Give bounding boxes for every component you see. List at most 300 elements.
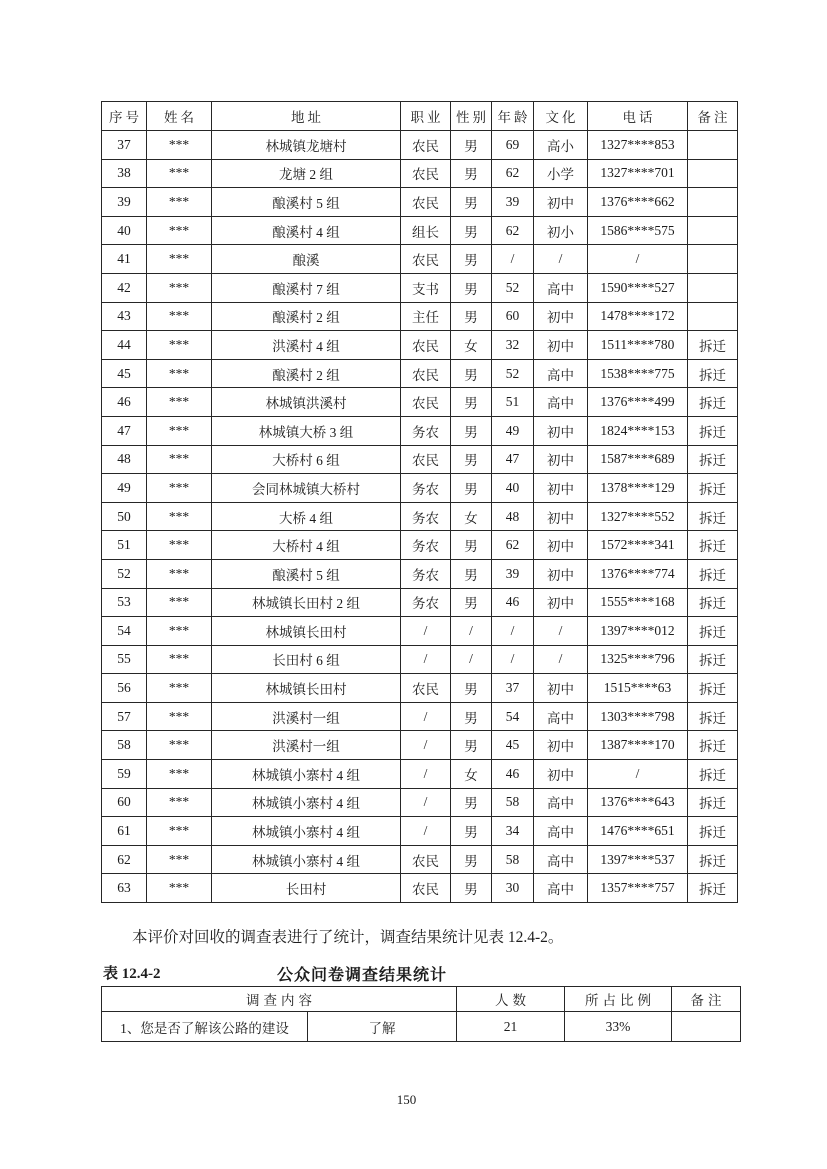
- table-cell: 初中: [534, 731, 588, 760]
- table-cell: 39: [102, 188, 147, 217]
- table-cell: 初中: [534, 760, 588, 789]
- table-cell: 男: [451, 559, 492, 588]
- table-cell: 林城镇小寨村 4 组: [212, 845, 401, 874]
- table-cell: 拆迁: [688, 817, 738, 846]
- table-cell: 支书: [401, 273, 451, 302]
- table-cell: 58: [492, 788, 534, 817]
- table-row: [102, 702, 738, 731]
- table-cell: 高中: [534, 874, 588, 903]
- table-cell: 初中: [534, 445, 588, 474]
- header-row: [102, 102, 738, 131]
- table-cell: 32: [492, 331, 534, 360]
- table-cell: 酿溪村 7 组: [212, 273, 401, 302]
- table-cell: 33%: [565, 1012, 672, 1042]
- table-cell: ***: [147, 645, 212, 674]
- table-cell: ***: [147, 216, 212, 245]
- table-cell: 拆迁: [688, 416, 738, 445]
- table-cell: 务农: [401, 502, 451, 531]
- table-cell: 1376****643: [588, 788, 688, 817]
- header-cell: 备注: [672, 987, 741, 1012]
- table-cell: 初小: [534, 216, 588, 245]
- table-cell: /: [401, 731, 451, 760]
- table-row: [102, 731, 738, 760]
- table-cell: 1397****537: [588, 845, 688, 874]
- table-cell: /: [492, 617, 534, 646]
- table-cell: 55: [102, 645, 147, 674]
- table-cell: ***: [147, 559, 212, 588]
- header-cell: 年龄: [492, 102, 534, 131]
- table-cell: 初中: [534, 502, 588, 531]
- table-cell: 林城镇小寨村 4 组: [212, 788, 401, 817]
- header-cell: 电话: [588, 102, 688, 131]
- table-cell: ***: [147, 159, 212, 188]
- table-cell: 拆迁: [688, 588, 738, 617]
- table-cell: 初中: [534, 588, 588, 617]
- table-cell: ***: [147, 331, 212, 360]
- table-cell: 1397****012: [588, 617, 688, 646]
- table-cell: 林城镇长田村: [212, 674, 401, 703]
- table-cell: 1327****853: [588, 131, 688, 160]
- table-cell: 高中: [534, 273, 588, 302]
- table-cell: ***: [147, 674, 212, 703]
- table-cell: 49: [102, 474, 147, 503]
- table-cell: ***: [147, 474, 212, 503]
- table-cell: 林城镇洪溪村: [212, 388, 401, 417]
- table-row: [102, 817, 738, 846]
- table-cell: [688, 245, 738, 274]
- table-cell: 拆迁: [688, 617, 738, 646]
- table-cell: 40: [102, 216, 147, 245]
- table-cell: 1376****774: [588, 559, 688, 588]
- table-cell: /: [534, 245, 588, 274]
- table-cell: 酿溪村 2 组: [212, 359, 401, 388]
- table-cell: /: [588, 760, 688, 789]
- table-cell: 拆迁: [688, 731, 738, 760]
- table-cell: 42: [102, 273, 147, 302]
- table-cell: 34: [492, 817, 534, 846]
- table-cell: 62: [102, 845, 147, 874]
- table-cell: [688, 159, 738, 188]
- header-cell: 所占比例: [565, 987, 672, 1012]
- table-row: [102, 474, 738, 503]
- respondent-table-body: [102, 131, 738, 903]
- table-caption: [101, 962, 740, 984]
- table-cell: 52: [492, 359, 534, 388]
- table-cell: 63: [102, 874, 147, 903]
- table-cell: ***: [147, 788, 212, 817]
- table-cell: 拆迁: [688, 559, 738, 588]
- header-cell: 备注: [688, 102, 738, 131]
- table-cell: ***: [147, 131, 212, 160]
- table-row: [102, 216, 738, 245]
- table-cell: 53: [102, 588, 147, 617]
- table-cell: 46: [492, 760, 534, 789]
- table-row: [102, 845, 738, 874]
- table-cell: 林城镇小寨村 4 组: [212, 760, 401, 789]
- table-cell: 45: [102, 359, 147, 388]
- table-cell: 农民: [401, 159, 451, 188]
- table-cell: /: [492, 645, 534, 674]
- table-cell: 37: [102, 131, 147, 160]
- table-cell: 44: [102, 331, 147, 360]
- table-cell: 农民: [401, 845, 451, 874]
- summary-paragraph: 本评价对回收的调查表进行了统计，调查结果统计见表 12.4-2。: [132, 929, 564, 946]
- table-cell: 拆迁: [688, 474, 738, 503]
- table-cell: 62: [492, 531, 534, 560]
- table-cell: 男: [451, 359, 492, 388]
- table-cell: ***: [147, 588, 212, 617]
- table-cell: 男: [451, 131, 492, 160]
- table-cell: 初中: [534, 416, 588, 445]
- table-cell: 龙塘 2 组: [212, 159, 401, 188]
- table-cell: [672, 1012, 741, 1042]
- table-cell: 农民: [401, 359, 451, 388]
- table-cell: 男: [451, 216, 492, 245]
- header-cell: 调查内容: [102, 987, 457, 1012]
- table-cell: ***: [147, 760, 212, 789]
- table-cell: ***: [147, 817, 212, 846]
- table-cell: ***: [147, 245, 212, 274]
- table-cell: 47: [102, 416, 147, 445]
- table-cell: 1327****552: [588, 502, 688, 531]
- table-cell: ***: [147, 302, 212, 331]
- table-cell: 1478****172: [588, 302, 688, 331]
- table-cell: 51: [102, 531, 147, 560]
- table-cell: [688, 131, 738, 160]
- table-cell: 拆迁: [688, 502, 738, 531]
- table-cell: /: [588, 245, 688, 274]
- table-cell: 1587****689: [588, 445, 688, 474]
- table-cell: 务农: [401, 474, 451, 503]
- table-cell: 30: [492, 874, 534, 903]
- table-cell: 农民: [401, 388, 451, 417]
- header-cell: 序号: [102, 102, 147, 131]
- table-row: [102, 331, 738, 360]
- table-cell: 47: [492, 445, 534, 474]
- table-cell: 酿溪村 5 组: [212, 559, 401, 588]
- table-cell: 初中: [534, 559, 588, 588]
- table-cell: 女: [451, 331, 492, 360]
- table-row: [102, 1012, 741, 1042]
- table-cell: [688, 273, 738, 302]
- header-cell: 文化: [534, 102, 588, 131]
- table-cell: 男: [451, 731, 492, 760]
- table-cell: 61: [102, 817, 147, 846]
- table-cell: 拆迁: [688, 331, 738, 360]
- table-row: [102, 416, 738, 445]
- table-cell: 林城镇长田村: [212, 617, 401, 646]
- header-cell: 职业: [401, 102, 451, 131]
- table-title: 公众问卷调查结果统计: [277, 967, 448, 984]
- table-cell: ***: [147, 531, 212, 560]
- table-cell: 务农: [401, 559, 451, 588]
- table-cell: 男: [451, 302, 492, 331]
- page-number: 150: [396, 1092, 417, 1107]
- table-cell: 拆迁: [688, 388, 738, 417]
- table-row: [102, 588, 738, 617]
- table-cell: 男: [451, 474, 492, 503]
- table-cell: 51: [492, 388, 534, 417]
- table-cell: 拆迁: [688, 788, 738, 817]
- table-cell: 林城镇大桥 3 组: [212, 416, 401, 445]
- table-row: [102, 188, 738, 217]
- table-cell: [688, 188, 738, 217]
- header-cell: 姓名: [147, 102, 212, 131]
- table-cell: 农民: [401, 245, 451, 274]
- table-cell: 农民: [401, 874, 451, 903]
- table-cell: 洪溪村一组: [212, 731, 401, 760]
- table-cell: 酿溪村 5 组: [212, 188, 401, 217]
- table-cell: 务农: [401, 531, 451, 560]
- table-cell: 41: [102, 245, 147, 274]
- table-row: [102, 760, 738, 789]
- table-row: [102, 874, 738, 903]
- table-cell: 男: [451, 845, 492, 874]
- table-cell: 39: [492, 559, 534, 588]
- table-row: [102, 617, 738, 646]
- table-cell: 农民: [401, 674, 451, 703]
- table-cell: 1376****662: [588, 188, 688, 217]
- respondent-table: [101, 101, 738, 903]
- table-cell: /: [401, 702, 451, 731]
- table-cell: 男: [451, 788, 492, 817]
- table-cell: 45: [492, 731, 534, 760]
- table-cell: 男: [451, 188, 492, 217]
- table-label: 表 12.4-2: [103, 966, 161, 982]
- table-cell: /: [451, 645, 492, 674]
- table-cell: /: [534, 645, 588, 674]
- table-cell: 62: [492, 159, 534, 188]
- table-cell: 拆迁: [688, 445, 738, 474]
- table-cell: 男: [451, 388, 492, 417]
- table-cell: 男: [451, 588, 492, 617]
- table-row: [102, 645, 738, 674]
- table-cell: 43: [102, 302, 147, 331]
- table-cell: 38: [102, 159, 147, 188]
- table-cell: ***: [147, 388, 212, 417]
- survey-table: [101, 986, 741, 1042]
- table-cell: 男: [451, 702, 492, 731]
- table-cell: 拆迁: [688, 845, 738, 874]
- table-cell: 男: [451, 874, 492, 903]
- table-row: [102, 359, 738, 388]
- table-cell: 1555****168: [588, 588, 688, 617]
- table-cell: /: [401, 617, 451, 646]
- table-cell: 初中: [534, 674, 588, 703]
- table-cell: 拆迁: [688, 674, 738, 703]
- table-cell: 大桥村 6 组: [212, 445, 401, 474]
- table-cell: 高中: [534, 845, 588, 874]
- table-cell: 1572****341: [588, 531, 688, 560]
- table-cell: 林城镇长田村 2 组: [212, 588, 401, 617]
- table-cell: 拆迁: [688, 359, 738, 388]
- table-row: [102, 559, 738, 588]
- table-cell: 62: [492, 216, 534, 245]
- table-cell: 洪溪村一组: [212, 702, 401, 731]
- table-row: [102, 445, 738, 474]
- table-cell: 1824****153: [588, 416, 688, 445]
- table-cell: 高中: [534, 817, 588, 846]
- table-cell: ***: [147, 359, 212, 388]
- table-cell: 1476****651: [588, 817, 688, 846]
- table-cell: 58: [492, 845, 534, 874]
- table-cell: 长田村 6 组: [212, 645, 401, 674]
- table-cell: 60: [492, 302, 534, 331]
- table-cell: 女: [451, 502, 492, 531]
- survey-table-header: [102, 987, 741, 1012]
- table-cell: 组长: [401, 216, 451, 245]
- table-cell: 了解: [308, 1012, 457, 1042]
- table-cell: ***: [147, 845, 212, 874]
- table-cell: 酿溪村 4 组: [212, 216, 401, 245]
- table-cell: 56: [102, 674, 147, 703]
- header-cell: 地址: [212, 102, 401, 131]
- table-cell: /: [401, 788, 451, 817]
- table-cell: 1325****796: [588, 645, 688, 674]
- table-cell: 1、您是否了解该公路的建设: [102, 1012, 308, 1042]
- table-cell: 林城镇龙塘村: [212, 131, 401, 160]
- table-cell: 52: [492, 273, 534, 302]
- table-cell: [688, 216, 738, 245]
- table-cell: 1511****780: [588, 331, 688, 360]
- table-cell: 初中: [534, 188, 588, 217]
- table-cell: 1586****575: [588, 216, 688, 245]
- table-cell: 大桥 4 组: [212, 502, 401, 531]
- table-cell: 农民: [401, 131, 451, 160]
- table-cell: 男: [451, 159, 492, 188]
- table-cell: 高中: [534, 702, 588, 731]
- table-cell: 40: [492, 474, 534, 503]
- table-cell: 农民: [401, 188, 451, 217]
- table-cell: 46: [102, 388, 147, 417]
- table-row: [102, 788, 738, 817]
- table-cell: 52: [102, 559, 147, 588]
- table-cell: 会同林城镇大桥村: [212, 474, 401, 503]
- header-cell: 性别: [451, 102, 492, 131]
- table-cell: 林城镇小寨村 4 组: [212, 817, 401, 846]
- table-cell: ***: [147, 617, 212, 646]
- table-cell: ***: [147, 416, 212, 445]
- table-cell: 1515****63: [588, 674, 688, 703]
- table-cell: 1387****170: [588, 731, 688, 760]
- table-row: [102, 674, 738, 703]
- table-row: [102, 302, 738, 331]
- table-cell: 男: [451, 674, 492, 703]
- table-cell: 男: [451, 531, 492, 560]
- table-cell: 39: [492, 188, 534, 217]
- table-cell: 48: [102, 445, 147, 474]
- table-cell: /: [401, 817, 451, 846]
- table-cell: /: [451, 617, 492, 646]
- table-cell: 拆迁: [688, 702, 738, 731]
- table-cell: 农民: [401, 331, 451, 360]
- table-cell: 酿溪村 2 组: [212, 302, 401, 331]
- table-cell: 1376****499: [588, 388, 688, 417]
- survey-table-body: [102, 1012, 741, 1042]
- table-row: [102, 388, 738, 417]
- table-cell: /: [401, 645, 451, 674]
- table-cell: 初中: [534, 331, 588, 360]
- header-cell: 人数: [457, 987, 565, 1012]
- table-cell: 50: [102, 502, 147, 531]
- table-cell: 1303****798: [588, 702, 688, 731]
- table-cell: ***: [147, 731, 212, 760]
- table-cell: 拆迁: [688, 760, 738, 789]
- table-cell: 54: [102, 617, 147, 646]
- table-cell: 男: [451, 273, 492, 302]
- table-cell: 大桥村 4 组: [212, 531, 401, 560]
- table-cell: 男: [451, 245, 492, 274]
- table-cell: 46: [492, 588, 534, 617]
- table-cell: 初中: [534, 531, 588, 560]
- table-cell: 长田村: [212, 874, 401, 903]
- table-cell: 1590****527: [588, 273, 688, 302]
- table-cell: 拆迁: [688, 531, 738, 560]
- table-cell: 49: [492, 416, 534, 445]
- table-cell: 高中: [534, 788, 588, 817]
- table-row: [102, 245, 738, 274]
- table-cell: /: [401, 760, 451, 789]
- table-cell: 37: [492, 674, 534, 703]
- table-row: [102, 531, 738, 560]
- table-cell: 拆迁: [688, 645, 738, 674]
- table-cell: 小学: [534, 159, 588, 188]
- table-cell: 59: [102, 760, 147, 789]
- table-cell: 1327****701: [588, 159, 688, 188]
- table-cell: 初中: [534, 302, 588, 331]
- table-cell: 洪溪村 4 组: [212, 331, 401, 360]
- table-cell: 69: [492, 131, 534, 160]
- table-cell: 女: [451, 760, 492, 789]
- table-cell: 初中: [534, 474, 588, 503]
- table-cell: 54: [492, 702, 534, 731]
- table-cell: ***: [147, 874, 212, 903]
- table-cell: /: [534, 617, 588, 646]
- table-cell: 21: [457, 1012, 565, 1042]
- table-cell: 57: [102, 702, 147, 731]
- table-row: [102, 131, 738, 160]
- table-cell: 男: [451, 817, 492, 846]
- table-cell: [688, 302, 738, 331]
- table-cell: 拆迁: [688, 874, 738, 903]
- table-cell: /: [492, 245, 534, 274]
- table-cell: 60: [102, 788, 147, 817]
- table-cell: 1538****775: [588, 359, 688, 388]
- header-row: [102, 987, 741, 1012]
- table-cell: ***: [147, 445, 212, 474]
- table-cell: 男: [451, 445, 492, 474]
- table-cell: 1378****129: [588, 474, 688, 503]
- table-cell: 务农: [401, 588, 451, 617]
- table-cell: 1357****757: [588, 874, 688, 903]
- table-cell: 高中: [534, 388, 588, 417]
- table-cell: ***: [147, 702, 212, 731]
- table-row: [102, 273, 738, 302]
- table-cell: 48: [492, 502, 534, 531]
- table-cell: ***: [147, 188, 212, 217]
- table-cell: 农民: [401, 445, 451, 474]
- table-cell: 主任: [401, 302, 451, 331]
- table-cell: 58: [102, 731, 147, 760]
- table-cell: ***: [147, 502, 212, 531]
- table-cell: 男: [451, 416, 492, 445]
- table-row: [102, 159, 738, 188]
- table-cell: 高中: [534, 359, 588, 388]
- table-cell: ***: [147, 273, 212, 302]
- table-cell: 酿溪: [212, 245, 401, 274]
- table-cell: 高小: [534, 131, 588, 160]
- respondent-table-header: [102, 102, 738, 131]
